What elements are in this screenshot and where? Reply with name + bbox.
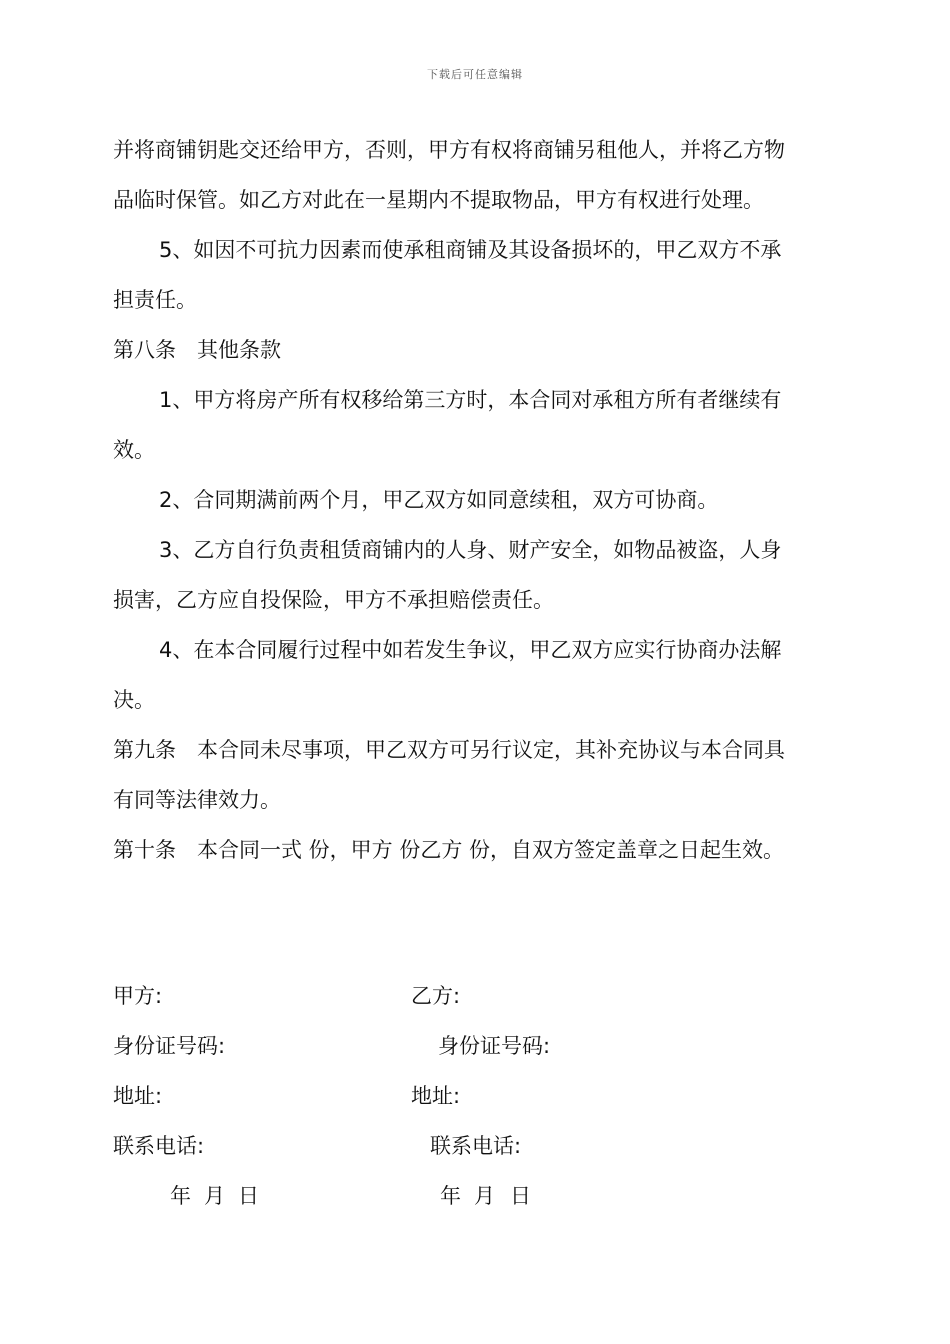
article-10-line: 第十条 本合同一式 份，甲方 份乙方 份，自双方签定盖章之日起生效。 [113,838,785,862]
signature-date-row [113,1171,843,1221]
signature-block [113,971,843,1221]
party-a-date-year: 年 [170,1184,191,1208]
page-header: 下载后可任意编辑 [427,68,523,81]
paragraph-line: 担责任。 [113,288,197,312]
party-a-date [170,1171,259,1221]
clause-1-line: 1、甲方将房产所有权移给第三方时，本合同对承租方所有者继续有 [159,388,782,412]
clause-3-line: 3、乙方自行负责租赁商铺内的人身、财产安全，如物品被盗，人身 [159,538,782,562]
paragraph-line: 并将商铺钥匙交还给甲方，否则，甲方有权将商铺另租他人，并将乙方物 [113,138,785,162]
party-a-address-label: 地址: [113,1084,163,1108]
paragraph-line: 品临时保管。如乙方对此在一星期内不提取物品，甲方有权进行处理。 [113,188,764,212]
party-b-name-label: 乙方: [411,984,461,1008]
party-a-phone-label: 联系电话: [113,1134,205,1158]
party-b-date-year: 年 [440,1184,461,1208]
clause-5-line: 5、如因不可抗力因素而使承租商铺及其设备损坏的，甲乙双方不承 [159,238,782,262]
party-b-date-day: 日 [510,1184,531,1208]
party-a-date-month: 月 [204,1184,225,1208]
paragraph-line: 效。 [113,438,155,462]
clause-4-line: 4、在本合同履行过程中如若发生争议，甲乙双方应实行协商办法解 [159,638,782,662]
article-9-line: 第九条 本合同未尽事项，甲乙双方可另行议定，其补充协议与本合同具 [113,738,785,762]
party-b-address-label: 地址: [411,1084,461,1108]
contract-body [113,125,843,875]
signature-phone-row [113,1121,843,1171]
party-b-phone-label: 联系电话: [430,1134,522,1158]
signature-name-row [113,971,843,1021]
signature-id-row [113,1021,843,1071]
party-a-date-day: 日 [238,1184,259,1208]
article-8-heading: 第八条 其他条款 [113,338,281,362]
clause-2-line: 2、合同期满前两个月，甲乙双方如同意续租，双方可协商。 [159,488,719,512]
paragraph-line: 决。 [113,688,155,712]
party-a-id-label: 身份证号码: [113,1034,226,1058]
party-b-date-month: 月 [474,1184,495,1208]
party-b-date [440,1171,531,1221]
party-a-name-label: 甲方: [113,984,163,1008]
paragraph-line: 有同等法律效力。 [113,788,281,812]
paragraph-line: 损害，乙方应自投保险，甲方不承担赔偿责任。 [113,588,554,612]
party-b-id-label: 身份证号码: [438,1034,551,1058]
signature-address-row [113,1071,843,1121]
